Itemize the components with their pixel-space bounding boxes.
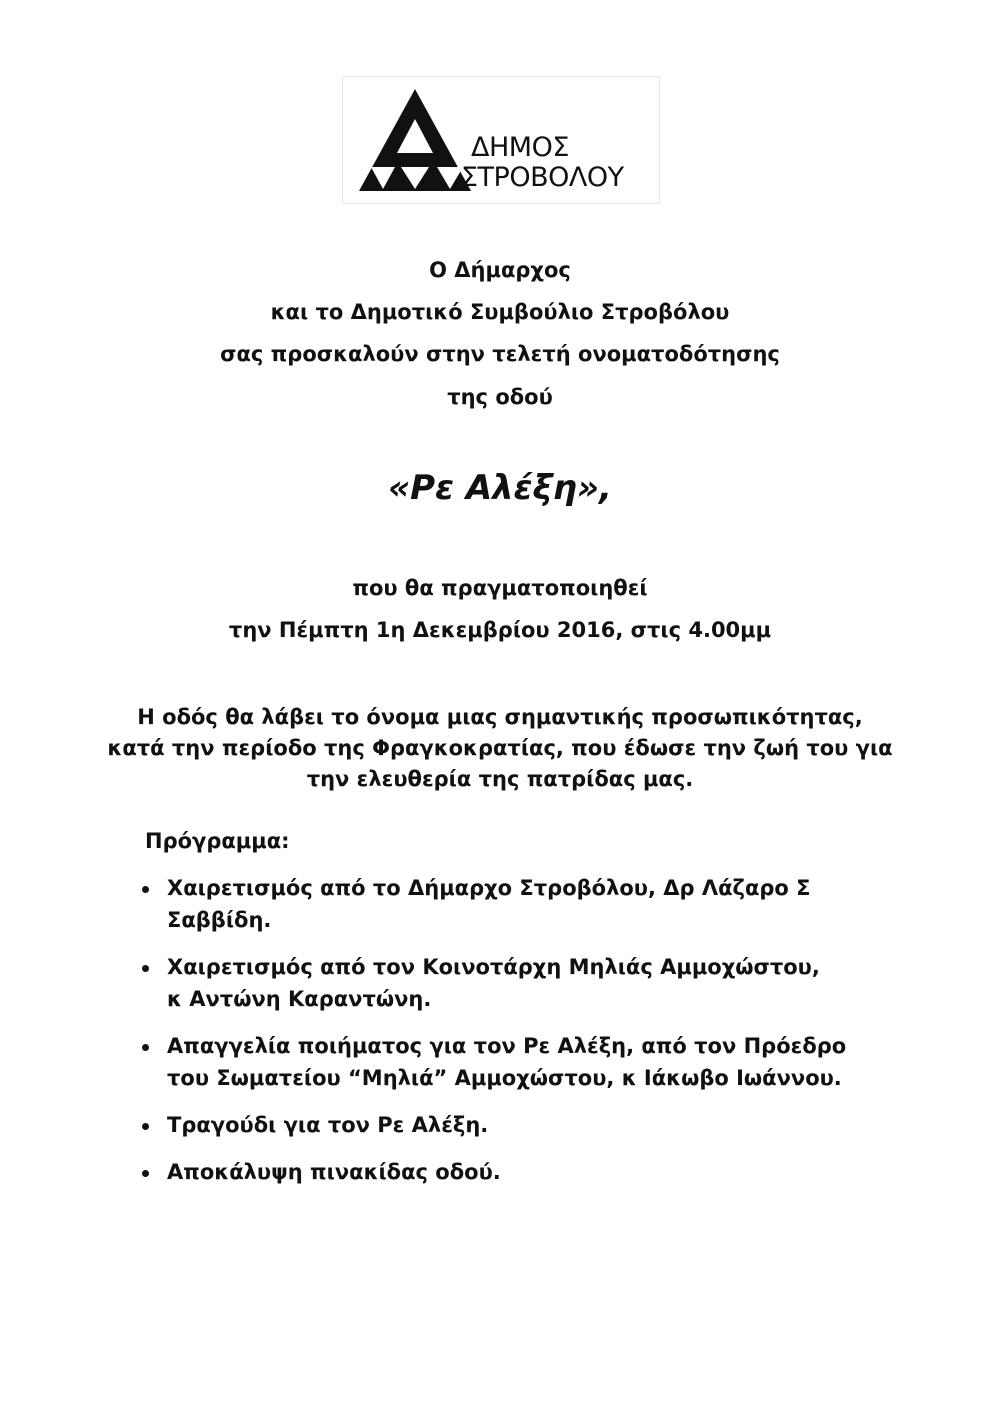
program-title: Πρόγραμμα: [145, 829, 290, 853]
event-date-time: την Πέμπτη 1η Δεκεμβρίου 2016, στις 4.00μμ [228, 618, 772, 642]
street-name: «Ρε Αλέξη», [388, 468, 612, 508]
description-line-1: Η οδός θα λάβει το όνομα μιας σημαντικής προσωπικότητας, [137, 705, 863, 729]
logo-line-2: ΣΤΡΟΒΟΛΟΥ [461, 162, 624, 193]
list-item [140, 1109, 940, 1141]
list-item-line: Απαγγελία ποιήματος για τον Ρε Αλέξη, από τον Πρόεδρο [167, 1034, 847, 1058]
bullet-icon [142, 1170, 149, 1177]
list-item [140, 872, 940, 936]
invitation-line-2: και το Δημοτικό Συμβούλιο Στροβόλου [270, 300, 730, 324]
logo-line-1: ΔΗΜΟΣ [471, 132, 569, 163]
list-item-line: Αποκάλυψη πινακίδας οδού. [167, 1160, 501, 1184]
list-item-line: Τραγούδι για τον Ρε Αλέξη. [167, 1113, 489, 1137]
triangle-logo-icon [359, 89, 471, 193]
list-item-line: Σαββίδη. [167, 908, 272, 932]
list-item-line: Χαιρετισμός από τον Κοινοτάρχη Μηλιάς Αμμοχώστου, [167, 955, 820, 979]
description-line-2: κατά την περίοδο της Φραγκοκρατίας, που έδωσε την ζωή του για [107, 736, 893, 760]
description-line-3: την ελευθερία της πατρίδας μας. [306, 767, 694, 791]
list-item-line: Χαιρετισμός από το Δήμαρχο Στροβόλου, Δρ Λάζαρο Σ [167, 876, 811, 900]
bullet-icon [142, 1044, 149, 1051]
list-item [140, 1156, 940, 1188]
bullet-icon [142, 886, 149, 893]
list-item-line: κ Αντώνη Καραντώνη. [167, 987, 432, 1011]
list-item [140, 951, 940, 1015]
municipality-logo [342, 76, 660, 204]
list-item [140, 1030, 940, 1094]
logo-text [461, 132, 624, 193]
list-item-line: του Σωματείου “Μηλιά” Αμμοχώστου, κ Ιάκωβο Ιωάννου. [167, 1066, 842, 1090]
invitation-line-4: της οδού [447, 385, 553, 409]
bullet-icon [142, 965, 149, 972]
bullet-icon [142, 1123, 149, 1130]
invitation-line-1: Ο Δήμαρχος [429, 258, 571, 282]
program-list [140, 872, 940, 1203]
event-line-1: που θα πραγματοποιηθεί [352, 576, 648, 600]
description [60, 702, 940, 795]
invitation-line-3: σας προσκαλούν στην τελετή ονοματοδότησης [220, 342, 780, 366]
